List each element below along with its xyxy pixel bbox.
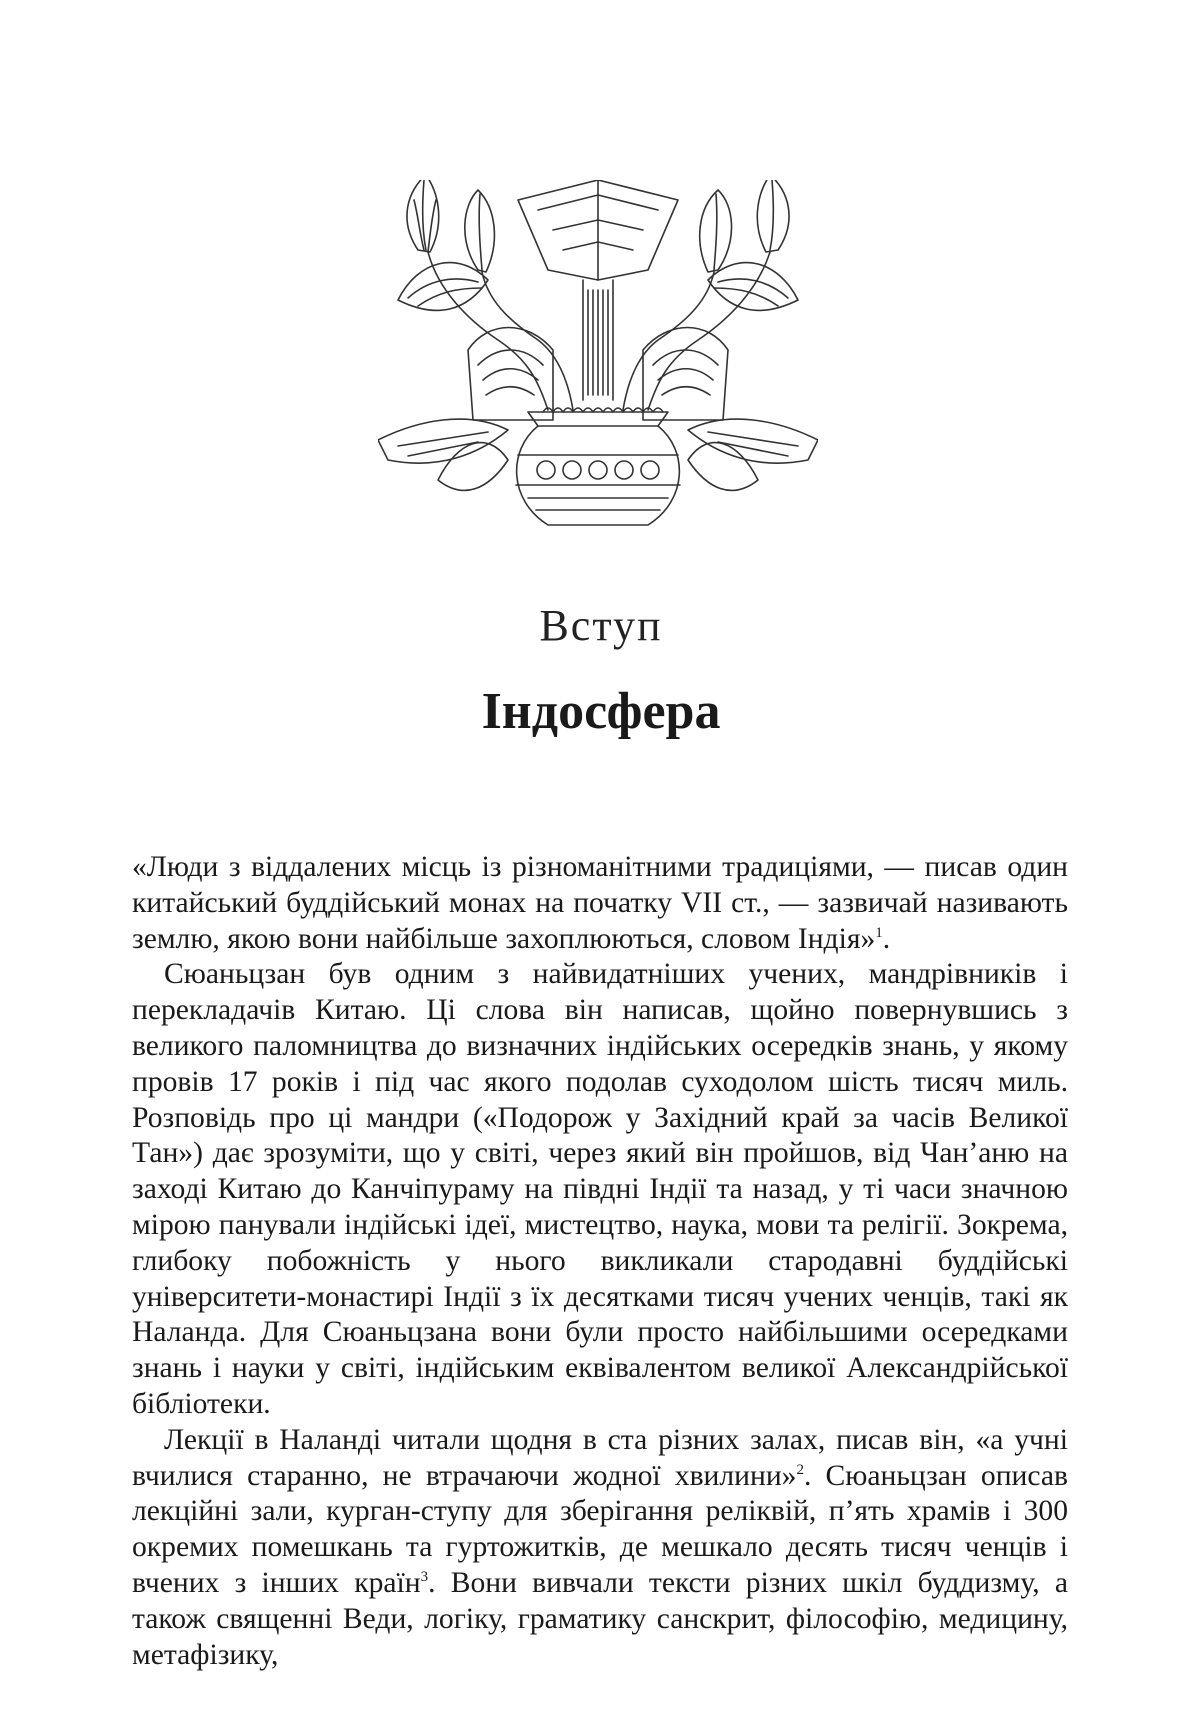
paragraph-1 — [132, 850, 1068, 957]
paragraph-1-end: . — [882, 922, 891, 955]
paragraph-2: Сюаньцзан був одним з найвидатніших учених, мандрівників і перекладачів Китаю. Ці слова він написав, щойно повернувшись з великого паломництва до визначних індійських осередків знань, у якому провів 17 років і під час якого подолав суходолом шість тисяч миль. Розповідь про ці мандри («Подорож у Західний край за часів Великої Тан») дає зрозуміти, що у світі, через який він пройшов, від Чан’аню на заході Китаю до Канчіпураму на півдні Індії та назад, у ті часи значною мірою панували індійські ідеї, мистецтво, наука, мови та релігії. Зокрема, глибоку побожність у нього викликали стародавні буддійські університети-монастирі Індії з їх десятками тисяч учених ченців, такі як Наланда. Для Сюаньцзана вони були просто найбільшими осередками знань і науки у світі, індійським еквівалентом великої Александрійської бібліотеки. — [132, 958, 1068, 1420]
paragraph-1-text: «Люди з віддалених місць із різноманітними традиціями, — писав один китайський буддійський монах на початку VII ст., — зазвичай називають землю, якою вони найбільше захоплюються, словом Індія» — [132, 851, 1068, 955]
paragraph-3-text-c: . Вони вивчали тексти різних шкіл буддизму, а також священні Веди, логіку, граматику санскрит, філософію, медицину, метафізику, — [132, 1566, 1068, 1671]
paragraph-3-text-a: Лекції в Наланді читали щодня в ста різних залах, писав він, «а учні вчилися старанно, не втрачаючи жодної хвилини» — [132, 1423, 1068, 1492]
footnote-ref-1[interactable]: 1 — [875, 924, 883, 941]
paragraph-3 — [132, 1423, 1068, 1674]
chapter-label: Вступ — [539, 601, 663, 650]
footnote-ref-3[interactable]: 3 — [420, 1569, 429, 1586]
footnote-ref-2[interactable]: 2 — [796, 1461, 804, 1478]
chapter-title: Індосфера — [481, 683, 721, 740]
body-text — [132, 850, 1068, 1673]
paragraph-3-text-b: . Сюаньцзан описав лекційні зали, курган-ступу для зберігання реліквій, п’ять храмів і 300 окремих помешкань та гуртожитків, де мешкало десять тисяч ченців і вчених з інших країн — [132, 1459, 1069, 1599]
lotus-vase-ornament-icon — [378, 180, 818, 540]
